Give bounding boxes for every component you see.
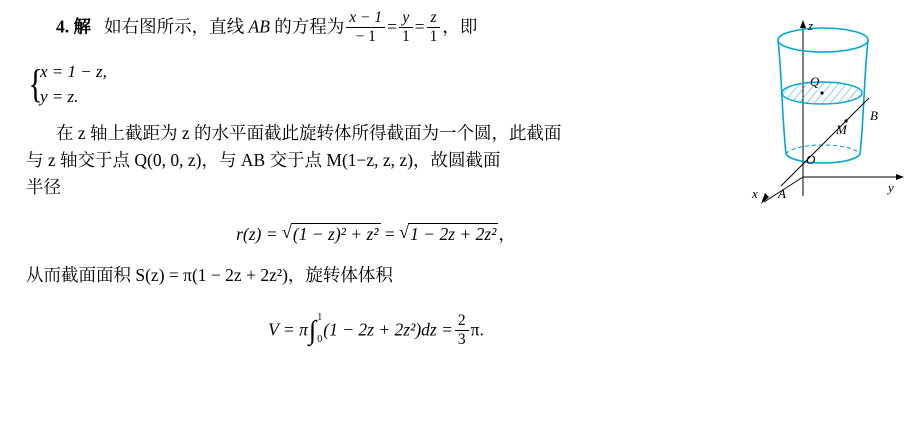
line1-mid-text: 的方程为 — [274, 16, 345, 37]
paragraph2-line2: 与 z 轴交于点 Q(0, 0, z)，与 AB 交于点 M(1−z, z, z)，故圆截面 — [26, 149, 501, 170]
volume-integrand: (1 − 2z + 2z²)dz = — [323, 319, 453, 340]
brace-icon: { — [28, 61, 43, 107]
integral-limits: 1 0 — [317, 312, 323, 346]
system-row-2: y = z. — [40, 87, 79, 107]
fraction-z-over-1: $\frac{z}{1}$ — [427, 9, 441, 46]
label-Q: Q — [810, 74, 820, 89]
figure-svg — [748, 14, 908, 204]
line-ab-label: AB — [248, 16, 270, 37]
radius-formula — [26, 221, 726, 246]
volume-formula — [26, 313, 726, 350]
x-axis-arrow — [761, 193, 769, 204]
text-column — [26, 10, 726, 360]
solution-label: 解 — [73, 16, 91, 37]
label-z: z — [808, 18, 814, 33]
figure-rotation-solid — [748, 14, 908, 204]
integral-icon: ∫ — [308, 315, 317, 346]
label-B: B — [870, 108, 878, 123]
problem-number: 4. — [56, 16, 70, 37]
bottom-back-arc — [786, 145, 860, 154]
fraction-y-over-1: $\frac{y}{1}$ — [399, 9, 413, 46]
sqrt-1: √ (1 − z)² + z² — [281, 222, 379, 244]
label-A: A — [778, 186, 786, 201]
radius-eq: = — [384, 224, 395, 244]
volume-lhs: V = π — [268, 319, 308, 340]
radical-icon: √ — [281, 222, 292, 242]
line1-pre-text: 如右图所示，直线 — [104, 16, 245, 37]
bottom-front-arc — [786, 154, 860, 163]
paragraph2-line1: 在 z 轴上截距为 z 的水平面截此旋转体所得截面为一个圆，此截面 — [56, 122, 562, 143]
equation-system — [26, 59, 107, 110]
label-M: M — [836, 122, 847, 137]
fraction-two-thirds: $\frac{2}{3}$ — [455, 312, 469, 349]
solution-first-line: 4. 解 如右图所示，直线 AB 的方程为 $\frac{x - 1}{- 1}$ = $\frac{y}{1}$ = $\frac{z}{1}$ ，即 — [56, 9, 478, 45]
line1-post-text: ，即 — [442, 16, 478, 37]
system-row-1: x = 1 − z, — [40, 61, 107, 81]
radius-lhs: r(z) = — [236, 224, 278, 244]
label-O: O — [806, 152, 816, 167]
label-x: x — [752, 186, 758, 201]
volume-pi: π. — [470, 319, 484, 340]
sqrt-2: √ 1 − 2z + 2z² — [399, 222, 497, 244]
y-axis-arrow — [896, 174, 904, 180]
z-axis-arrow — [800, 20, 806, 28]
radical-icon-2: √ — [399, 222, 410, 242]
paragraph3: 从而截面面积 S(z) = π(1 − 2z + 2z²)，旋转体体积 — [26, 265, 393, 285]
label-y: y — [888, 180, 894, 195]
top-ellipse — [778, 28, 868, 52]
right-side-curve — [860, 40, 868, 154]
line-AB — [781, 98, 869, 186]
radius-comma: ， — [498, 224, 516, 244]
fraction-x-minus-1: $\frac{x - 1}{- 1}$ — [346, 9, 385, 46]
point-Q — [820, 91, 823, 94]
paragraph2-line3: 半径 — [26, 176, 61, 197]
